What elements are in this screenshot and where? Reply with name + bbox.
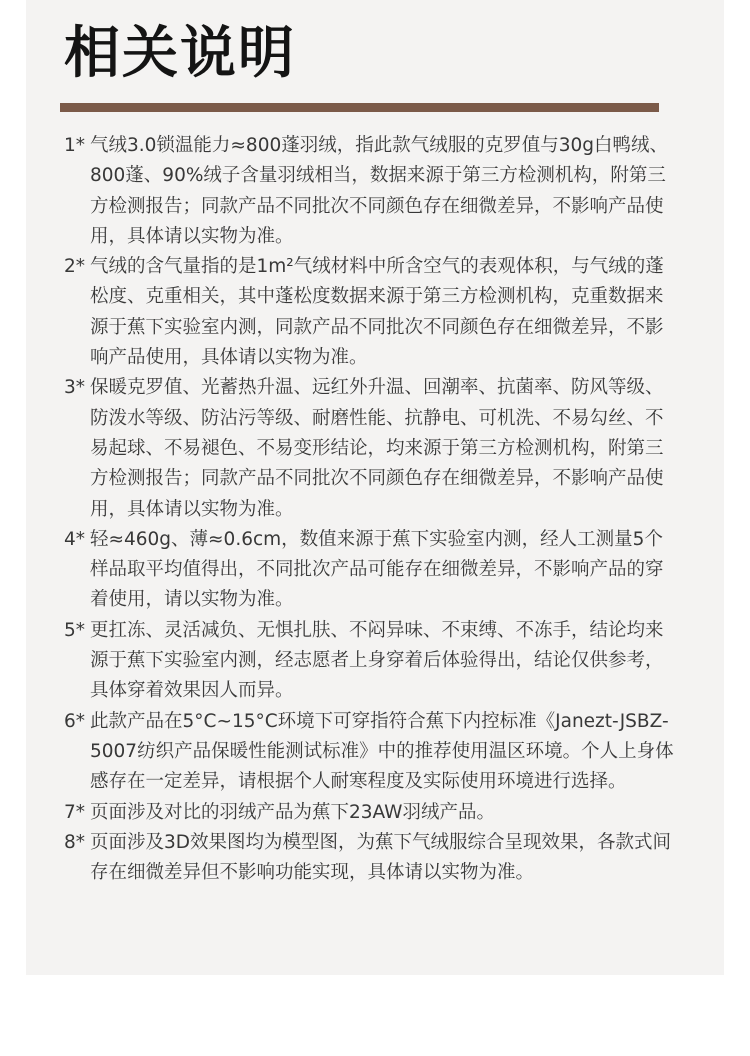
note-text: 气绒3.0锁温能力≈800蓬羽绒，指此款气绒服的克罗值与30g白鸭绒、800蓬、90%绒子含量羽绒相当，数据来源于第三方检测机构，附第三方检测报告；同款产品不同批次不同颜色存在细微差异，不影响产品使用，具体请以实物为准。 <box>90 135 669 247</box>
note-marker: 7* <box>64 801 86 823</box>
note-text: 气绒的含气量指的是1m²气绒材料中所含空气的表观体积，与气绒的蓬松度、克重相关，其中蓬松度数据来源于第三方检测机构，克重数据来源于蕉下实验室内测，同款产品不同批次不同颜色存在细微差异，不影响产品使用，具体请以实物为准。 <box>90 256 664 369</box>
page-title: 相关说明 <box>64 21 296 86</box>
note-7 <box>56 798 676 828</box>
note-marker: 1* <box>64 135 86 156</box>
note-marker: 5* <box>64 619 86 641</box>
note-3 <box>56 373 676 524</box>
note-marker: 3* <box>64 377 86 399</box>
note-8 <box>56 828 676 889</box>
note-text: 轻≈460g、薄≈0.6cm，数值来源于蕉下实验室内测，经人工测量5个样品取平均值得出，不同批次产品可能存在细微差异，不影响产品的穿着使用，请以实物为准。 <box>90 528 664 611</box>
note-marker: 4* <box>64 528 86 550</box>
note-marker: 2* <box>64 256 86 278</box>
note-text: 页面涉及对比的羽绒产品为蕉下23AW羽绒产品。 <box>90 801 495 823</box>
title-divider <box>60 103 659 112</box>
note-2 <box>56 252 676 373</box>
notes-list <box>56 131 676 888</box>
note-4 <box>56 525 676 616</box>
note-marker: 6* <box>64 710 86 732</box>
note-text: 此款产品在5°C~15°C环境下可穿指符合蕉下内控标准《Janezt-JSBZ-5007纺织产品保暖性能测试标准》中的推荐使用温区环境。个人上身体感存在一定差异，请根据个人耐寒程度及实际使用环境进行选择。 <box>90 710 674 793</box>
note-5 <box>56 616 676 707</box>
note-marker: 8* <box>64 831 86 853</box>
note-text: 页面涉及3D效果图均为模型图，为蕉下气绒服综合呈现效果，各款式间存在细微差异但不影响功能实现，具体请以实物为准。 <box>90 831 672 884</box>
note-text: 保暖克罗值、光蓄热升温、远红外升温、回潮率、抗菌率、防风等级、防泼水等级、防沾污等级、耐磨性能、抗静电、可机洗、不易勾丝、不易起球、不易褪色、不易变形结论，均来源于第三方检测机构，附第三方检测报告；同款产品不同批次不同颜色存在细微差异，不影响产品使用，具体请以实物为准。 <box>90 377 664 520</box>
note-text: 更扛冻、灵活减负、无惧扎肤、不闷异味、不束缚、不冻手，结论均来源于蕉下实验室内测，经志愿者上身穿着后体验得出，结论仅供参考，具体穿着效果因人而异。 <box>90 619 664 702</box>
note-1 <box>56 131 676 252</box>
note-6 <box>56 707 676 798</box>
